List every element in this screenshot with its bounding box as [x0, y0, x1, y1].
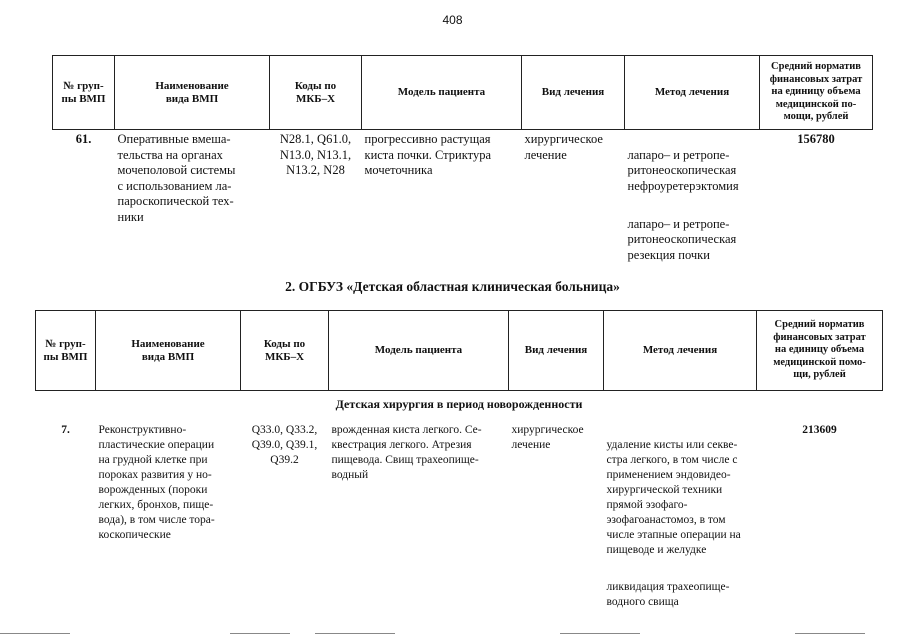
table-header-row — [36, 311, 883, 391]
header-name: Наименование вида ВМП — [115, 56, 270, 130]
row-group: 7. — [61, 424, 70, 436]
scan-rule — [795, 633, 865, 634]
header-type: Вид лечения — [509, 311, 604, 391]
row-name: Реконструктивно- пластические операции на грудной клетке при пороках развития у но- ворожденных (пороки легких, бронхов, пище- вода), в том числе тора- коскопические — [98, 424, 215, 541]
table-header-row — [53, 56, 873, 130]
section-subheading: Детская хирургия в период новорожденности — [335, 397, 583, 411]
header-method: Метод лечения — [604, 311, 757, 391]
row-codes: N28.1, Q61.0, N13.0, N13.1, N13.2, N28 — [279, 132, 352, 177]
header-codes: Коды по МКБ–Х — [241, 311, 329, 391]
row-type: хирургическое лечение — [511, 424, 584, 451]
method-item: лапаро– и ретропе- ритонеоскопическая нефроуретерэктомия — [627, 147, 739, 193]
scan-rule — [0, 633, 70, 634]
row-group: 61. — [75, 132, 92, 146]
header-model: Модель пациента — [362, 56, 522, 130]
vmp-table-2 — [35, 310, 883, 627]
header-codes: Коды по МКБ–Х — [270, 56, 362, 130]
row-methods — [604, 421, 757, 627]
scan-rule — [315, 633, 395, 634]
header-cost: Средний норматив финансовых затрат на единицу объема медицинской по- мощи, рублей — [760, 56, 873, 130]
row-model: врожденная киста легкого. Се- квестрация легкого. Атрезия пищевода. Свищ трахеопище- водный — [331, 424, 482, 481]
header-name: Наименование вида ВМП — [96, 311, 241, 391]
subheading-row — [36, 391, 883, 422]
row-cost: 213609 — [802, 424, 837, 436]
header-group: № груп- пы ВМП — [36, 311, 96, 391]
row-model: прогрессивно растущая киста почки. Стриктура мочеточника — [364, 132, 491, 177]
row-methods — [625, 130, 760, 281]
method-item: лапаро– и ретропе- ритонеоскопическая резекция почки — [627, 216, 737, 262]
method-item: ликвидация трахеопище- водного свища — [606, 581, 730, 608]
page-number: 408 — [442, 13, 463, 27]
row-name: Оперативные вмеша- тельства на органах мочеполовой системы с использованием ла- пароскопической тех- ники — [117, 132, 236, 224]
table-row — [36, 421, 883, 627]
method-item: удаление кисты или секве- стра легкого, в том числе с применением эндовидео- хирургической техники прямой эзофаго- эзофагоанастомоз, в том числе этапные операции на пищеводе и желудке — [606, 439, 741, 556]
table-row — [53, 130, 873, 281]
header-method: Метод лечения — [625, 56, 760, 130]
section-heading: 2. ОГБУЗ «Детская областная клиническая больница» — [285, 279, 620, 294]
header-cost: Средний норматив финансовых затрат на единицу объема медицинской помо- щи, рублей — [757, 311, 883, 391]
header-type: Вид лечения — [522, 56, 625, 130]
scan-rule — [560, 633, 640, 634]
scan-rule — [230, 633, 290, 634]
header-group: № груп- пы ВМП — [53, 56, 115, 130]
row-type: хирургическое лечение — [524, 132, 603, 162]
header-model: Модель пациента — [329, 311, 509, 391]
vmp-table-1 — [52, 55, 873, 281]
row-cost: 156780 — [797, 132, 835, 146]
row-codes: Q33.0, Q33.2, Q39.0, Q39.1, Q39.2 — [251, 424, 318, 466]
